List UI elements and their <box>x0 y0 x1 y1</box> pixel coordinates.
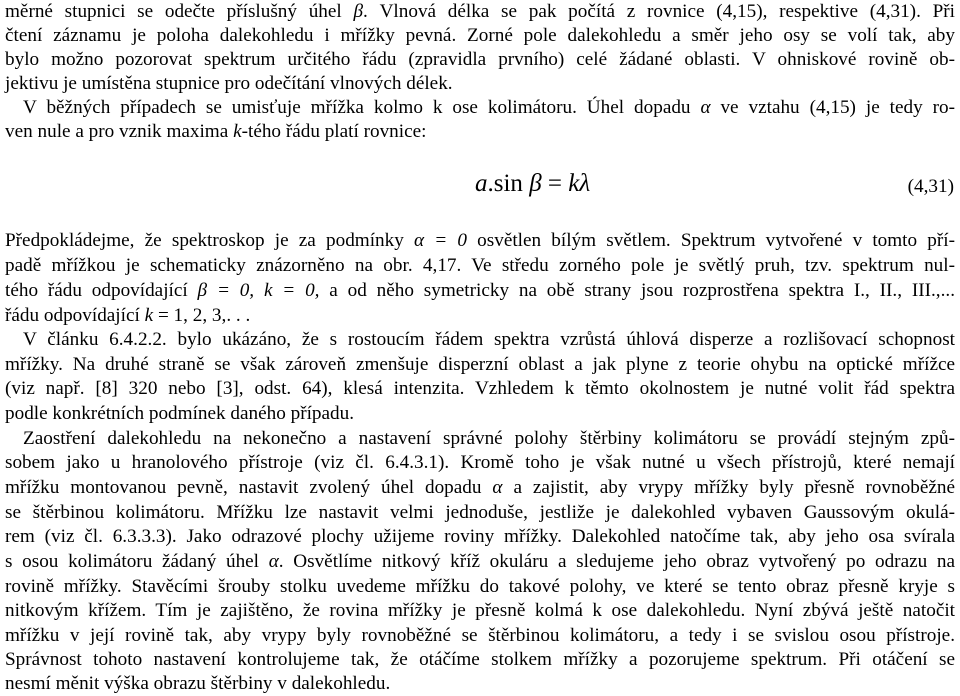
text-line-1 <box>5 0 955 24</box>
text-line-22: nitkovým křížem. Tím je zajištěno, že rovina mřížky je přesně kolmá k ose dalekohledu. Nyní zbývá ještě natočit <box>5 600 955 621</box>
greek-alpha: α <box>414 230 425 251</box>
equation-number: (4,31) <box>907 176 954 197</box>
text-line-4: jektivu je umístěna stupnice pro odečítání vlnových délek. <box>5 73 453 94</box>
text-line-10 <box>5 304 955 328</box>
text-line-19: rem (viz čl. 6.3.3.3). Jako odrazové plochy užijeme roviny mřížky. Dalekohled natočíme tak, aby jeho osa svírala <box>5 526 955 547</box>
eq-lambda: λ <box>579 170 591 197</box>
text-line-12: mřížky. Na druhé straně se však zároveň zmenšuje disperzní oblast a jak plyne z teorie ohybu na optické mřížce <box>5 354 955 375</box>
text-run: V běžných případech se umisťuje mřížka kolmo k ose kolimátoru. Úhel dopadu <box>23 97 701 118</box>
greek-beta: β <box>197 280 208 301</box>
text-run: = 0 <box>424 230 467 251</box>
var-k: k <box>233 121 242 142</box>
greek-beta: β <box>353 1 364 22</box>
eq-dot: . <box>487 170 494 197</box>
text-run: Předpokládejme, že spektroskop je za podmínky <box>5 230 414 251</box>
text-line-17 <box>5 476 955 500</box>
text-line-14: podle konkrétních podmínek daného případu. <box>5 403 355 424</box>
text-run: = 1, 2, 3,. . . <box>153 305 251 326</box>
text-run: . Vlnová délka se pak počítá z rovnice (4,15), respektive (4,31). Při <box>363 1 955 22</box>
text-line-25: nesmí měnit výška obrazu štěrbiny v dalekohledu. <box>5 673 391 694</box>
text-run: ven nule a pro vznik maxima <box>5 121 234 142</box>
eq-equals: = <box>541 170 569 197</box>
text-line-11: V článku 6.4.2.2. bylo ukázáno, že s rostoucím řádem spektra vzrůstá úhlová disperze a rozlišovací schopnost <box>23 329 955 350</box>
text-run: osvětlen bílým světlem. Spektrum vytvořené v tomto pří- <box>466 230 955 251</box>
text-line-18: se štěrbinou kolimátoru. Mřížku lze nastavit velmi jednoduše, jestliže je dalekohled vybaven Gaussovým okulá- <box>5 502 955 523</box>
text-line-20 <box>5 550 955 574</box>
text-run: s osou kolimátoru žádaný úhel <box>5 551 269 572</box>
text-line-8: padě mřížkou je schematicky znázorněno na obr. 4,17. Ve středu zorného pole je světlý pruh, tzv. spektrum nul- <box>5 255 955 276</box>
text-line-16: sobem jako u hranolového přístroje (viz čl. 6.4.3.1). Kromě toho je však nutné u všech přístrojů, které nemají <box>5 452 955 473</box>
text-line-23: mřížku v její rovině tak, aby vrypy byly rovnoběžné se štěrbinou kolimátoru, a tedy i se svislou osou přístroje. <box>5 625 955 646</box>
text-run: a od něho symetricky na obě strany jsou rozprostřena spektra I., II., III.,... <box>319 280 955 301</box>
eq-k: k <box>568 170 580 197</box>
text-line-21: rovině mřížky. Stavěcími šrouby stolku uvedeme mřížku do takové polohy, ve které se tento obraz přesně kryje s <box>5 576 955 597</box>
text-run: mřížku montovanou pevně, nastavit zvolený úhel dopadu <box>5 477 493 498</box>
text-line-24: Správnost tohoto nastavení kontrolujeme tak, že otáčíme stolkem mřížky a pozorujeme spektrum. Při otáčení se <box>5 649 955 670</box>
equation <box>475 170 590 198</box>
greek-alpha: α <box>268 551 279 572</box>
var-k: k <box>263 280 273 301</box>
eq-a: a <box>475 170 488 197</box>
text-run: ve vztahu (4,15) je tedy ro- <box>710 97 955 118</box>
greek-alpha: α <box>700 97 711 118</box>
text-line-3: bylo možno pozorovat spektrum určitého řádu (zpravidla prvního) celé žádané oblasti. V ohniskové rovině ob- <box>5 49 955 70</box>
eq-beta: β <box>529 170 542 197</box>
text-run: . Osvětlíme nitkový kříž okuláru a sledujeme jeho obraz vytvořený po odrazu na <box>278 551 955 572</box>
eq-sin: sin <box>493 170 523 197</box>
text-line-5 <box>23 96 955 120</box>
text-run: řádu odpovídající <box>5 305 145 326</box>
text-run: = 0, <box>272 280 320 301</box>
text-line-2: čtení záznamu je poloha dalekohledu i mřížky pevná. Zorné pole dalekohledu a směr jeho osy se volí tak, aby <box>5 25 955 46</box>
text-line-7 <box>5 229 955 253</box>
text-line-13: (viz např. [8] 320 nebo [3], odst. 64), klesá intenzita. Vzhledem k těmto okolnostem je nutné volit řád spektra <box>5 378 955 399</box>
text-run: = 0, <box>207 280 264 301</box>
text-line-15: Zaostření dalekohledu na nekonečno a nastavení správné polohy štěrbiny kolimátoru se provádí stejným způ- <box>23 428 955 449</box>
text-line-6 <box>5 120 955 144</box>
greek-alpha: α <box>492 477 503 498</box>
text-line-9 <box>5 279 955 303</box>
text-run: tého řádu odpovídající <box>5 280 198 301</box>
text-run: -tého řádu platí rovnice: <box>241 121 427 142</box>
var-k: k <box>144 305 154 326</box>
text-run: a zajistit, aby vrypy mřížky byly přesně rovnoběžné <box>502 477 955 498</box>
text-run: měrné stupnici se odečte příslušný úhel <box>5 1 354 22</box>
